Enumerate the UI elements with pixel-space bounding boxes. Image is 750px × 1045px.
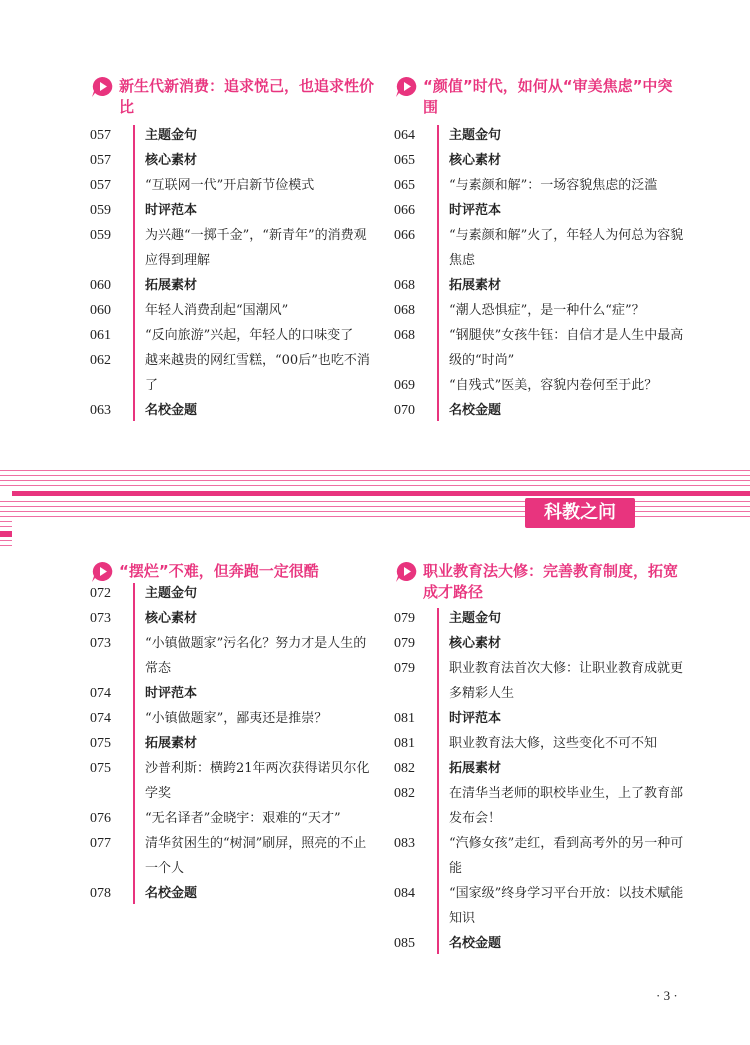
play-bubble-icon xyxy=(91,561,115,583)
section-title-1 xyxy=(91,76,376,118)
toc-entry[interactable]: 084 “国家级”终身学习平台开放：以技术赋能知识 xyxy=(394,886,684,926)
toc-entry[interactable]: 066 时评范本 xyxy=(394,203,502,218)
toc-entry[interactable]: 057 核心素材 xyxy=(90,153,198,168)
toc-entry[interactable]: 057 主题金句 xyxy=(90,128,198,143)
toc-entry[interactable]: 070 名校金题 xyxy=(394,403,502,418)
toc-entry[interactable]: 057 “互联网一代”开启新节俭模式 xyxy=(90,178,315,193)
play-bubble-icon xyxy=(395,561,419,583)
toc-entry[interactable]: 085 名校金题 xyxy=(394,936,502,951)
page-number: · 3 · xyxy=(656,988,678,1003)
toc-list-2 xyxy=(394,123,684,423)
toc-entry[interactable]: 078 名校金题 xyxy=(90,886,198,901)
toc-entry[interactable]: 082 在清华当老师的职校毕业生，上了教育部发布会！ xyxy=(394,786,684,826)
toc-entry[interactable]: 074 时评范本 xyxy=(90,686,198,701)
toc-entry[interactable]: 075 沙普利斯：横跨21年两次获得诺贝尔化学奖 xyxy=(90,761,370,801)
toc-entry[interactable]: 077 清华贫困生的“树洞”刷屏，照亮的不止一个人 xyxy=(90,836,367,876)
section-title-text: 新生代新消费：追求悦己，也追求性价比 xyxy=(119,77,375,116)
toc-entry[interactable]: 081 时评范本 xyxy=(394,711,502,726)
toc-entry[interactable]: 081 职业教育法大修，这些变化不可不知 xyxy=(394,736,658,751)
section-title-2 xyxy=(395,76,685,118)
toc-entry[interactable]: 073 核心素材 xyxy=(90,611,198,626)
chapter-banner: 科教之问 xyxy=(525,498,635,528)
toc-entry[interactable]: 073 “小镇做题家”污名化？努力才是人生的常态 xyxy=(90,636,367,676)
toc-entry[interactable]: 061 “反向旅游”兴起，年轻人的口味变了 xyxy=(90,328,354,343)
section-title-4 xyxy=(395,561,685,603)
toc-entry[interactable]: 079 职业教育法首次大修：让职业教育成就更多精彩人生 xyxy=(394,661,684,701)
toc-entry[interactable]: 082 拓展素材 xyxy=(394,761,502,776)
divider-line xyxy=(133,125,135,421)
divider-line xyxy=(437,125,439,421)
toc-entry[interactable]: 060 拓展素材 xyxy=(90,278,198,293)
toc-entry[interactable]: 079 核心素材 xyxy=(394,636,502,651)
section-title-3 xyxy=(91,561,376,583)
toc-entry[interactable]: 079 主题金句 xyxy=(394,611,502,626)
toc-entry[interactable]: 068 拓展素材 xyxy=(394,278,502,293)
section-title-text: “颜值”时代，如何从“审美焦虑”中突围 xyxy=(423,77,673,116)
section-title-text: 职业教育法大修：完善教育制度，拓宽成才路径 xyxy=(423,562,679,601)
toc-entry[interactable]: 062 越来越贵的网红雪糕，“00后”也吃不消了 xyxy=(90,353,370,393)
toc-list-4 xyxy=(394,606,684,956)
divider-line xyxy=(437,608,439,954)
toc-entry[interactable]: 064 主题金句 xyxy=(394,128,502,143)
toc-entry[interactable]: 068 “钢腿侠”女孩牛钰：自信才是人生中最高级的“时尚” xyxy=(394,328,684,368)
toc-entry[interactable]: 068 “潮人恐惧症”，是一种什么“症”？ xyxy=(394,303,645,318)
toc-entry[interactable]: 065 “与素颜和解”：一场容貌焦虑的泛滥 xyxy=(394,178,658,193)
toc-list-1 xyxy=(90,123,376,423)
play-bubble-icon xyxy=(91,76,115,98)
toc-entry[interactable]: 075 拓展素材 xyxy=(90,736,198,751)
stripe-band xyxy=(0,470,750,550)
toc-entry[interactable]: 074 “小镇做题家”，鄙夷还是推崇？ xyxy=(90,711,328,726)
toc-entry[interactable]: 083 “汽修女孩”走红，看到高考外的另一种可能 xyxy=(394,836,684,876)
toc-entry[interactable]: 065 核心素材 xyxy=(394,153,502,168)
toc-entry[interactable]: 076 “无名译者”金晓宇：艰难的“天才” xyxy=(90,811,341,826)
toc-list-3 xyxy=(90,581,376,906)
toc-entry[interactable]: 066 “与素颜和解”火了，年轻人为何总为容貌焦虑 xyxy=(394,228,684,268)
toc-entry[interactable]: 060 年轻人消费刮起“国潮风” xyxy=(90,303,289,318)
toc-entry[interactable]: 072 主题金句 xyxy=(90,586,198,601)
toc-entry[interactable]: 059 为兴趣“一掷千金”，“新青年”的消费观应得到理解 xyxy=(90,228,367,268)
divider-line xyxy=(133,583,135,904)
toc-entry[interactable]: 059 时评范本 xyxy=(90,203,198,218)
section-title-text: “摆烂”不难，但奔跑一定很酷 xyxy=(119,562,319,580)
toc-entry[interactable]: 069 “自残式”医美，容貌内卷何至于此？ xyxy=(394,378,658,393)
toc-entry[interactable]: 063 名校金题 xyxy=(90,403,198,418)
play-bubble-icon xyxy=(395,76,419,98)
